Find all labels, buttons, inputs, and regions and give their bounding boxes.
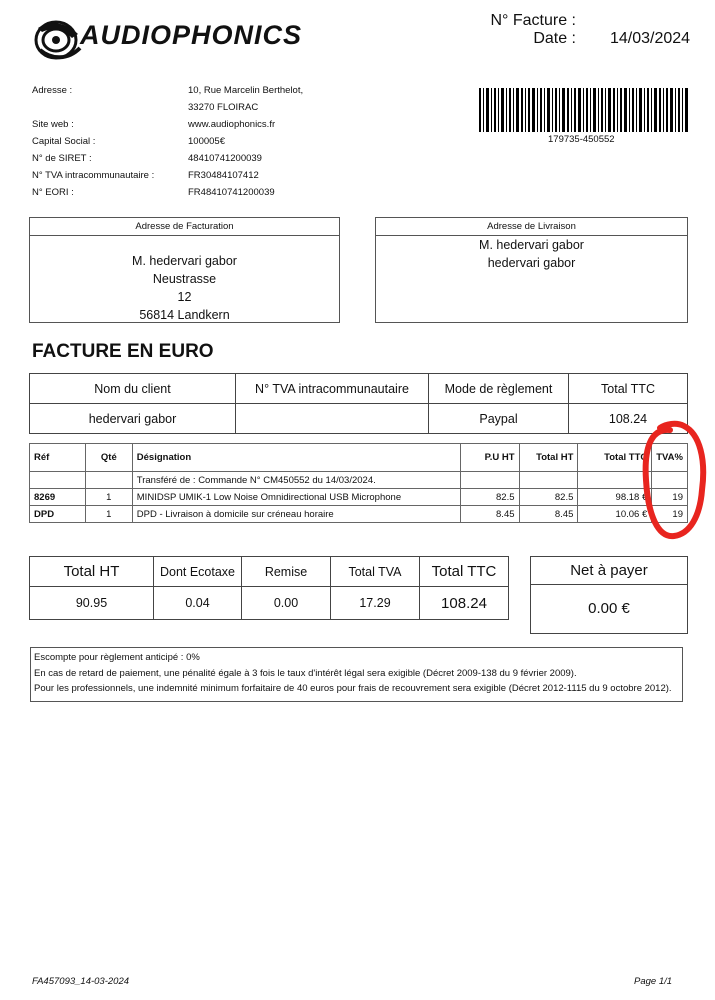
info-label-siret: N° de SIRET : [32, 153, 92, 164]
billing-line-city: 56814 Landkern [139, 308, 230, 322]
barcode-number: 179735-450552 [548, 134, 615, 145]
total-ttc-label: Total TTC [420, 557, 509, 587]
invoice-date-value: 14/03/2024 [610, 30, 691, 47]
shipping-address-box [375, 217, 688, 323]
info-value-tva: FR30484107412 [188, 170, 259, 181]
item-total-ttc: 10.06 € [578, 506, 652, 523]
payment-terms-note [30, 647, 683, 702]
item-tva: 19 [652, 489, 688, 506]
client-value-name: hedervari gabor [30, 404, 236, 434]
page-title: FACTURE EN EURO [32, 341, 214, 362]
footer-page-number: Page 1/1 [634, 976, 673, 987]
item-designation: DPD - Livraison à domicile sur créneau horaire [132, 506, 460, 523]
client-value-payment: Paypal [429, 404, 569, 434]
total-ht-label: Total HT [30, 557, 154, 587]
info-value-eori: FR48410741200039 [188, 187, 275, 198]
brand-name: AUDIOPHONICS [80, 20, 303, 50]
red-annotation-marker-icon [640, 420, 712, 542]
item-total-ht: 8.45 [519, 506, 578, 523]
item-total-ttc: 98.18 € [578, 489, 652, 506]
table-row [30, 489, 688, 506]
item-qty: 1 [85, 506, 132, 523]
total-ttc-value: 108.24 [420, 587, 509, 620]
note-line: En cas de retard de paiement, une pénalité égale à 3 fois le taux d'intérêt légal sera exigible (Décret 2009-138 du 9 février 2009). [34, 667, 577, 679]
info-label-eori: N° EORI : [32, 187, 74, 198]
ecotaxe-value: 0.04 [154, 587, 242, 620]
client-table-values [30, 404, 688, 434]
info-label-address: Adresse : [32, 85, 73, 96]
billing-line-number: 12 [177, 290, 192, 304]
info-label-website: Site web : [32, 119, 74, 130]
billing-line-name: M. hedervari gabor [132, 254, 237, 268]
company-info [32, 82, 154, 201]
shipping-line-name: M. hedervari gabor [479, 238, 584, 252]
totals-header [30, 557, 509, 587]
shipping-line-name2: hedervari gabor [487, 256, 576, 270]
barcode-icon [479, 88, 689, 132]
invoice-date-label: Date : [533, 30, 576, 47]
items-header-qty: Qté [85, 444, 132, 472]
net-to-pay-box [530, 556, 688, 634]
client-table [29, 373, 688, 434]
items-header-tva: TVA% [652, 444, 688, 472]
billing-address-header: Adresse de Facturation [30, 218, 339, 236]
ecotaxe-label: Dont Ecotaxe [154, 557, 242, 587]
billing-address-box [29, 217, 340, 323]
client-value-tva [236, 404, 429, 434]
info-value-capital: 100005€ [188, 136, 225, 147]
client-header-total: Total TTC [569, 374, 688, 404]
item-pu-ht: 82.5 [460, 489, 519, 506]
item-ref: 8269 [30, 489, 86, 506]
items-header-designation: Désignation [132, 444, 460, 472]
totals-table [29, 556, 509, 620]
note-line: Escompte pour règlement anticipé : 0% [34, 652, 200, 663]
client-table-header [30, 374, 688, 404]
client-header-payment: Mode de règlement [429, 374, 569, 404]
client-value-total: 108.24 [569, 404, 688, 434]
info-label-capital: Capital Social : [32, 136, 96, 147]
info-value-website: www.audiophonics.fr [188, 119, 276, 130]
remise-value: 0.00 [242, 587, 331, 620]
invoice-number-label: N° Facture : [490, 12, 576, 29]
item-tva: 19 [652, 506, 688, 523]
item-ref: DPD [30, 506, 86, 523]
info-value-address: 10, Rue Marcelin Berthelot, 33270 FLOIRAC [188, 85, 304, 113]
remise-label: Remise [242, 557, 331, 587]
client-header-tva: N° TVA intracommunautaire [236, 374, 429, 404]
total-ht-value: 90.95 [30, 587, 154, 620]
note-line: Pour les professionnels, une indemnité minimum forfaitaire de 40 euros pour frais de recouvrement sera exigible (Décret 2012-1115 du 9 octobre 2012). [34, 683, 672, 694]
items-header-ref: Réf [30, 444, 86, 472]
items-table [29, 443, 688, 523]
item-pu-ht: 8.45 [460, 506, 519, 523]
footer-document-id: FA457093_14-03-2024 [32, 976, 130, 987]
billing-line-street: Neustrasse [152, 272, 217, 286]
item-qty: 1 [85, 489, 132, 506]
totals-values [30, 587, 509, 620]
shipping-address-header: Adresse de Livraison [376, 218, 687, 236]
items-transfer-note: Transféré de : Commande N° CM450552 du 14/03/2024. [132, 472, 460, 489]
items-transfer-row [30, 472, 688, 489]
table-row [30, 506, 688, 523]
item-designation: MINIDSP UMIK-1 Low Noise Omnidirectional USB Microphone [132, 489, 460, 506]
total-tva-label: Total TVA [331, 557, 420, 587]
item-total-ht: 82.5 [519, 489, 578, 506]
info-label-tva: N° TVA intracommunautaire : [32, 170, 155, 181]
total-tva-value: 17.29 [331, 587, 420, 620]
net-to-pay-label: Net à payer [531, 557, 687, 585]
info-value-siret: 48410741200039 [188, 153, 262, 164]
client-header-name: Nom du client [30, 374, 236, 404]
items-header [30, 444, 688, 472]
items-header-total-ht: Total HT [519, 444, 578, 472]
items-header-pu-ht: P.U HT [460, 444, 519, 472]
company-info-values [188, 82, 303, 201]
net-to-pay-value: 0.00 € [588, 600, 630, 617]
items-header-total-ttc: Total TTC [578, 444, 652, 472]
